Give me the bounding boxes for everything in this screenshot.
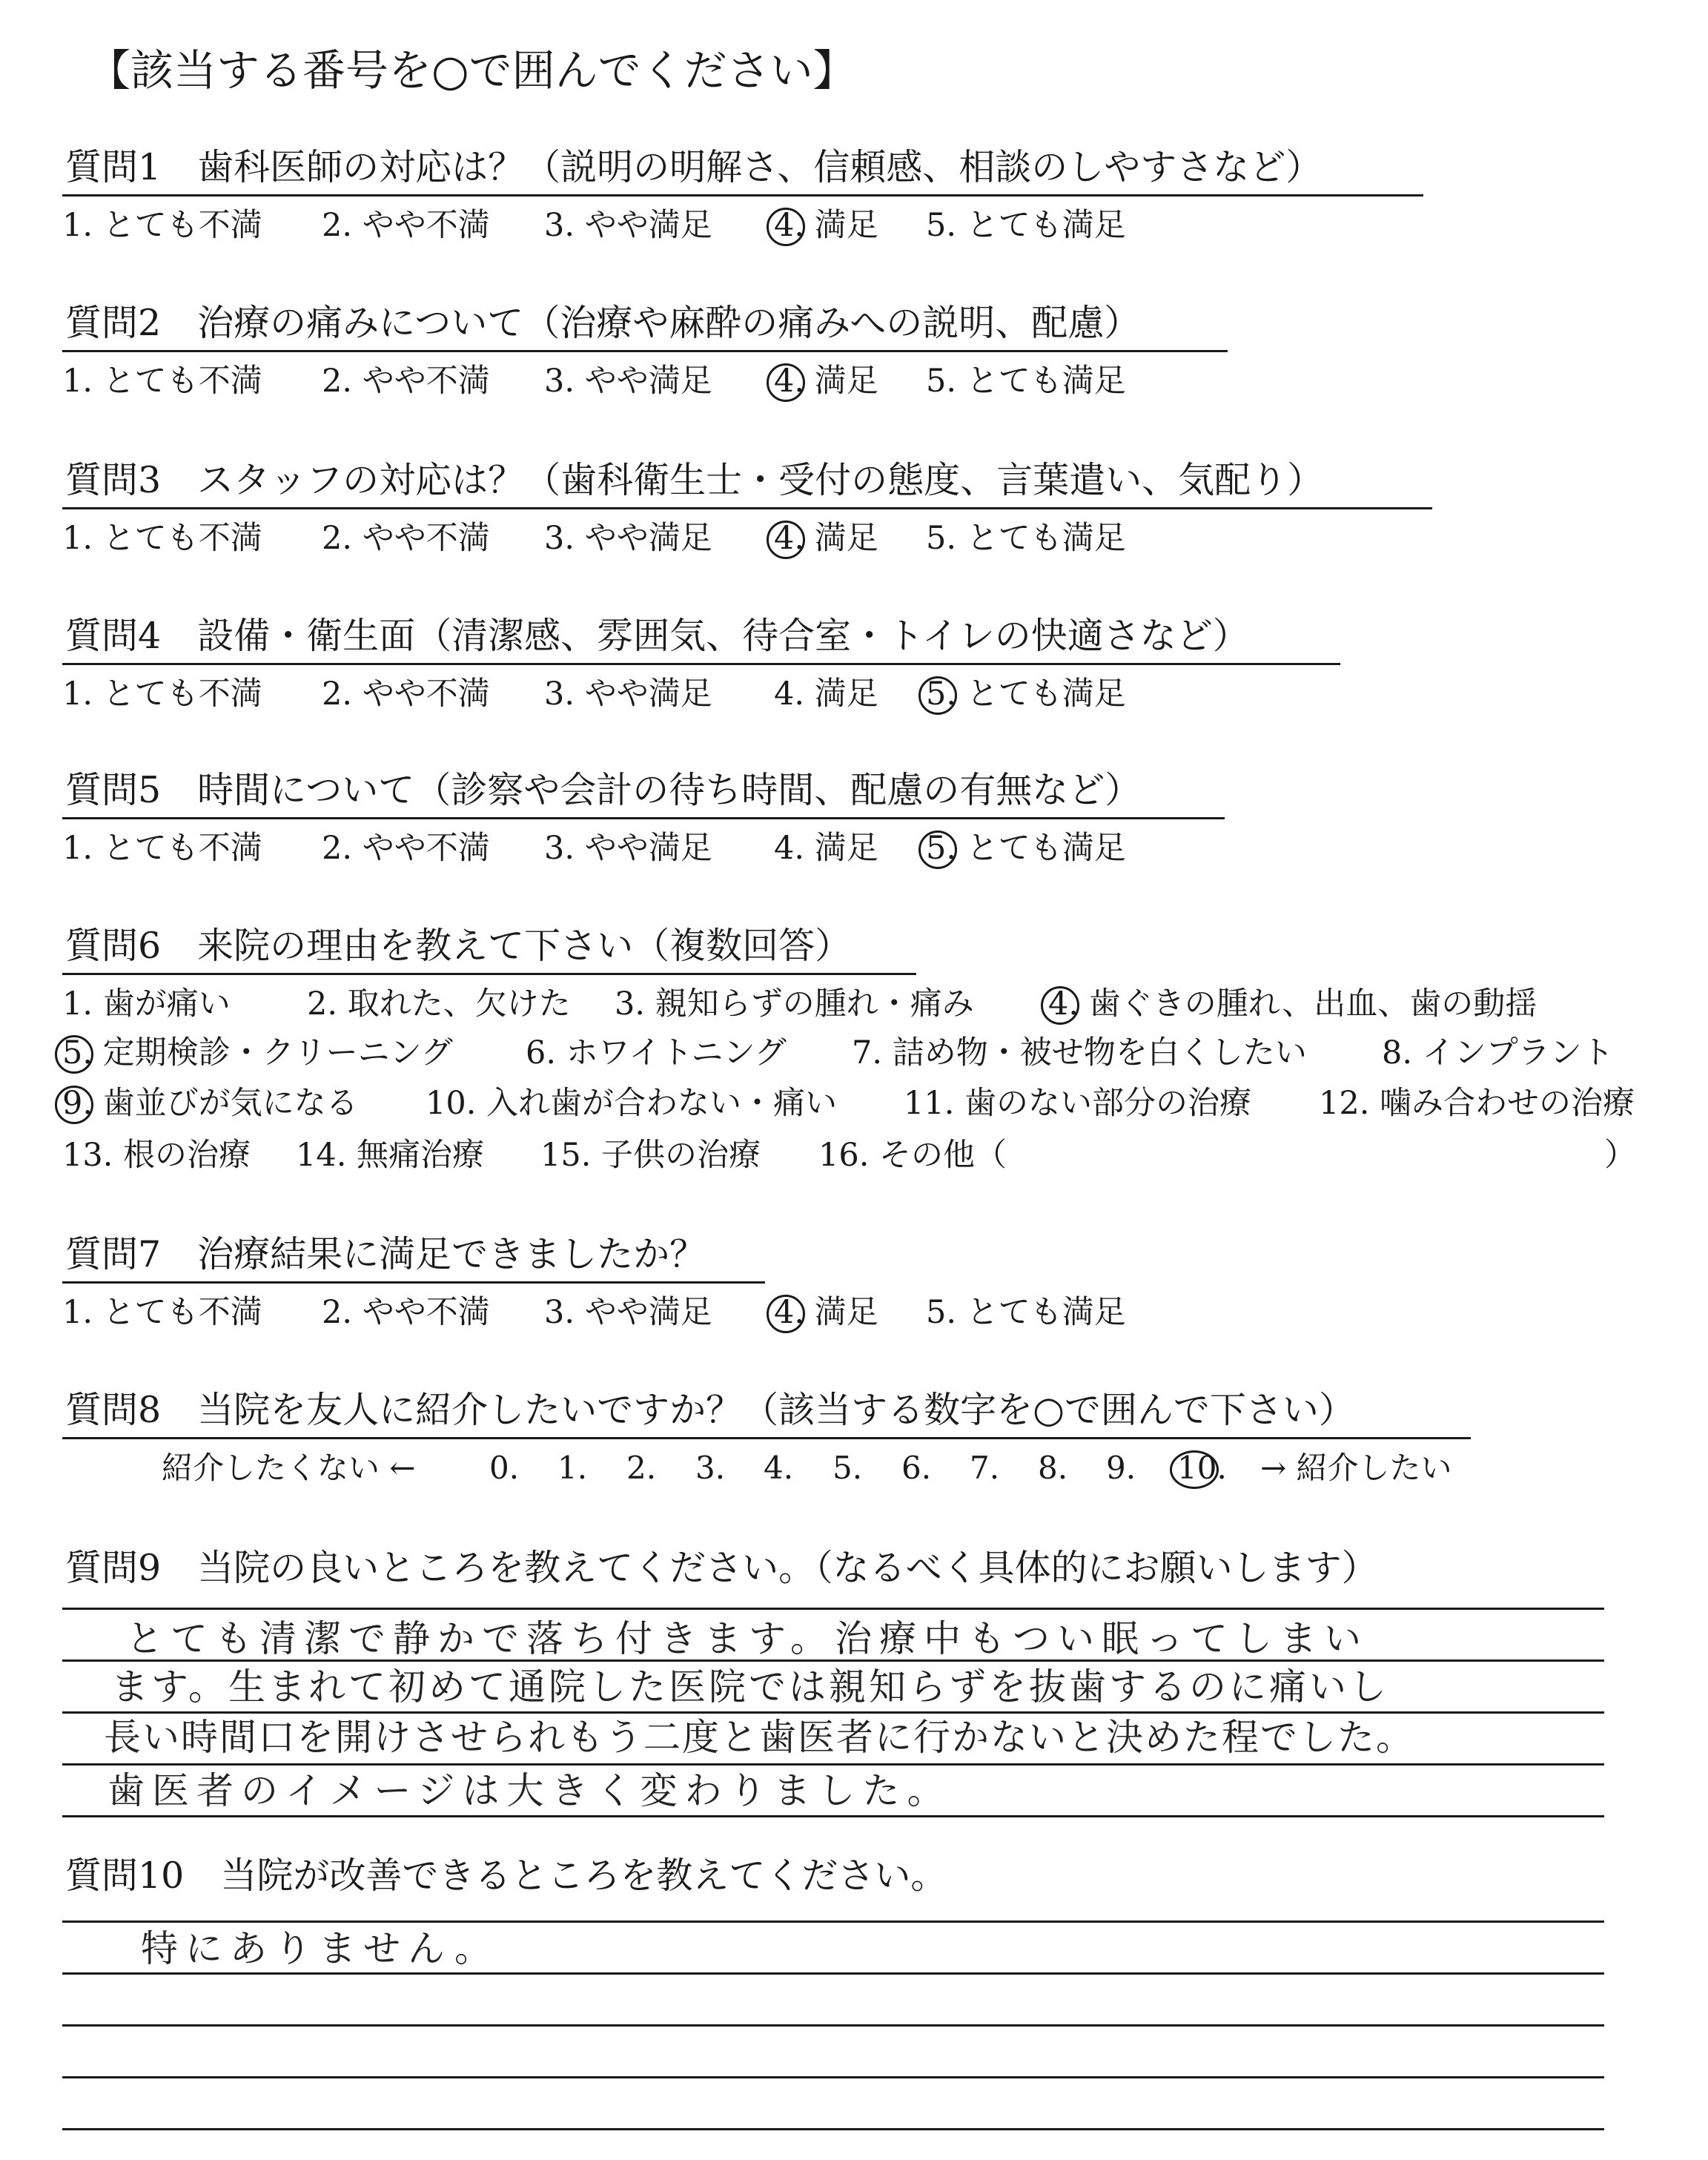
q5-option-3[interactable]: 3. やや満足 — [544, 830, 712, 867]
question-10-label: 質問10 当院が改善できるところを教えてください。 — [65, 1855, 947, 1897]
q2-option-2[interactable]: 2. やや不満 — [322, 363, 490, 400]
q6-option-15[interactable]: 15. 子供の治療 — [540, 1137, 761, 1174]
q9-answer-line-2[interactable]: ます。生まれて初めて通院した医院では親知らずを抜歯するのに痛いし — [111, 1665, 1389, 1708]
answer-line — [62, 1711, 1604, 1714]
question-3-underline — [62, 507, 1432, 509]
q7-option-4-selected[interactable]: 4. 満足 — [774, 1292, 878, 1333]
question-6-underline — [62, 973, 916, 975]
answer-line — [62, 1920, 1604, 1923]
q2-option-1[interactable]: 1. とても不満 — [62, 363, 262, 400]
question-4-underline — [62, 663, 1340, 665]
q7-option-2[interactable]: 2. やや不満 — [322, 1294, 490, 1331]
q3-option-5[interactable]: 5. とても満足 — [926, 520, 1126, 557]
q6-other-close-paren: ） — [1604, 1137, 1636, 1174]
q2-option-4-selected[interactable]: 4. 満足 — [774, 360, 878, 402]
scale-7[interactable]: 7. — [970, 1450, 1000, 1486]
q6-option-7[interactable]: 7. 詰め物・被せ物を白くしたい — [852, 1034, 1307, 1071]
question-5-underline — [62, 817, 1225, 819]
q1-option-2[interactable]: 2. やや不満 — [322, 207, 490, 244]
question-2-label: 質問2 治療の痛みについて（治療や麻酔の痛みへの説明、配慮） — [65, 302, 1141, 344]
q7-option-5[interactable]: 5. とても満足 — [926, 1294, 1126, 1331]
q9-answer-line-4[interactable]: 歯医者のイメージは大きく変わりました。 — [107, 1769, 952, 1812]
q5-option-4[interactable]: 4. 満足 — [774, 830, 878, 867]
scale-1[interactable]: 1. — [557, 1450, 588, 1486]
q4-option-4[interactable]: 4. 満足 — [774, 676, 878, 713]
q6-option-5-selected[interactable]: 5. 定期検診・クリーニング — [62, 1032, 453, 1074]
scale-9[interactable]: 9. — [1106, 1450, 1136, 1486]
q6-option-1[interactable]: 1. 歯が痛い — [62, 985, 231, 1023]
answer-line — [62, 1815, 1604, 1817]
scale-10-selected[interactable]: 10. — [1177, 1447, 1227, 1489]
question-8-underline — [62, 1437, 1471, 1439]
q9-answer-line-1[interactable]: とても清潔で静かで落ち付きます。治療中もつい眠ってしまい — [126, 1617, 1368, 1660]
q5-option-5-selected[interactable]: 5. とても満足 — [926, 828, 1126, 869]
question-8-label: 質問8 当院を友人に紹介したいですか？（該当する数字を○で囲んで下さい） — [65, 1389, 1355, 1431]
scale-left-label: 紹介したくない ← — [162, 1450, 416, 1486]
question-9-label: 質問9 当院の良いところを教えてください。（なるべく具体的にお願いします） — [65, 1547, 1378, 1589]
scale-0[interactable]: 0. — [489, 1450, 520, 1486]
answer-line — [62, 2076, 1604, 2078]
q10-answer[interactable]: 特にありません。 — [141, 1927, 499, 1970]
question-1-underline — [62, 194, 1423, 196]
q3-option-4-selected[interactable]: 4. 満足 — [774, 518, 878, 559]
scale-8[interactable]: 8. — [1038, 1450, 1068, 1486]
answer-line — [62, 2128, 1604, 2130]
q6-option-11[interactable]: 11. 歯のない部分の治療 — [904, 1085, 1252, 1122]
q4-option-1[interactable]: 1. とても不満 — [62, 676, 262, 713]
answer-line — [62, 2024, 1604, 2027]
answer-line — [62, 1972, 1604, 1975]
scale-2[interactable]: 2. — [626, 1450, 657, 1486]
question-7-label: 質問7 治療結果に満足できましたか？ — [65, 1233, 706, 1275]
question-2-underline — [62, 350, 1228, 352]
page-title: 【該当する番号を○で囲んでください】 — [87, 45, 856, 96]
scale-4[interactable]: 4. — [764, 1450, 794, 1486]
q7-option-3[interactable]: 3. やや満足 — [544, 1294, 712, 1331]
q6-option-10[interactable]: 10. 入れ歯が合わない・痛い — [426, 1085, 838, 1122]
q6-option-6[interactable]: 6. ホワイトニング — [526, 1034, 787, 1071]
q6-option-2[interactable]: 2. 取れた、欠けた — [307, 985, 571, 1023]
scale-3[interactable]: 3. — [695, 1450, 726, 1486]
q4-option-5-selected[interactable]: 5. とても満足 — [926, 673, 1126, 715]
q6-option-12[interactable]: 12. 噛み合わせの治療 — [1319, 1085, 1635, 1122]
q2-option-5[interactable]: 5. とても満足 — [926, 363, 1126, 400]
scale-6[interactable]: 6. — [901, 1450, 932, 1486]
q6-option-14[interactable]: 14. 無痛治療 — [296, 1137, 485, 1174]
q6-option-3[interactable]: 3. 親知らずの腫れ・痛み — [615, 985, 974, 1023]
q6-option-9-selected[interactable]: 9. 歯並びが気になる — [62, 1083, 358, 1124]
q1-option-5[interactable]: 5. とても満足 — [926, 207, 1126, 244]
question-4-label: 質問4 設備・衛生面（清潔感、雰囲気、待合室・トイレの快適さなど） — [65, 615, 1249, 657]
q5-option-1[interactable]: 1. とても不満 — [62, 830, 262, 867]
q3-option-3[interactable]: 3. やや満足 — [544, 520, 712, 557]
answer-line — [62, 1763, 1604, 1766]
q5-option-2[interactable]: 2. やや不満 — [322, 830, 490, 867]
scale-5[interactable]: 5. — [833, 1450, 863, 1486]
q3-option-1[interactable]: 1. とても不満 — [62, 520, 262, 557]
question-3-label: 質問3 スタッフの対応は？（歯科衛生士・受付の態度、言葉遣い、気配り） — [65, 459, 1324, 501]
scale-right-label: → 紹介したい — [1260, 1450, 1452, 1486]
question-1-label: 質問1 歯科医師の対応は？（説明の明解さ、信頼感、相談のしやすさなど） — [65, 146, 1323, 188]
question-6-label: 質問6 来院の理由を教えて下さい（複数回答） — [65, 925, 852, 967]
question-7-underline — [62, 1281, 765, 1284]
q1-option-3[interactable]: 3. やや満足 — [544, 207, 712, 244]
q1-option-1[interactable]: 1. とても不満 — [62, 207, 262, 244]
answer-line — [62, 1608, 1604, 1610]
q6-option-4-selected[interactable]: 4. 歯ぐきの腫れ、出血、歯の動揺 — [1048, 983, 1537, 1025]
q7-option-1[interactable]: 1. とても不満 — [62, 1294, 262, 1331]
q9-answer-line-3[interactable]: 長い時間口を開けさせられもう二度と歯医者に行かないと決めた程でした。 — [104, 1716, 1414, 1759]
q2-option-3[interactable]: 3. やや満足 — [544, 363, 712, 400]
q6-option-8[interactable]: 8. インプラント — [1382, 1034, 1614, 1071]
q3-option-2[interactable]: 2. やや不満 — [322, 520, 490, 557]
q4-option-2[interactable]: 2. やや不満 — [322, 676, 490, 713]
q6-option-16[interactable]: 16. その他（ — [818, 1137, 1007, 1174]
question-5-label: 質問5 時間について（診察や会計の待ち時間、配慮の有無など） — [65, 769, 1142, 811]
q6-option-13[interactable]: 13. 根の治療 — [62, 1137, 251, 1174]
q4-option-3[interactable]: 3. やや満足 — [544, 676, 712, 713]
q1-option-4-selected[interactable]: 4. 満足 — [774, 205, 878, 246]
